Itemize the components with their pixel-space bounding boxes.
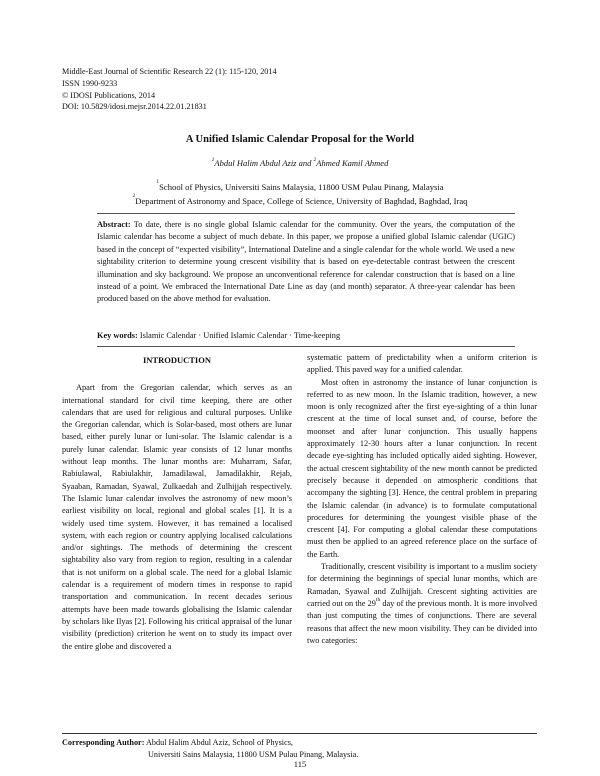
right-column (307, 352, 537, 647)
authors (0, 158, 600, 168)
corresponding-author-line2: Universiti Sains Malaysia, 11800 USM Pulau Pinang, Malaysia. (148, 749, 359, 759)
affiliation-mark: 1 (156, 179, 160, 185)
journal-citation: Middle-East Journal of Scientific Research 22 (1): 115-120, 2014 (62, 67, 277, 76)
journal-header (62, 66, 277, 113)
paragraph-text: Traditionally, crescent visibility is important to a muslim society for determining the beginnings of special lunar months, which are Ramadan, Syawal and Zulhijjah. Crescent sighting activities are carried out on the 29 (307, 562, 537, 608)
section-heading-introduction: INTRODUCTION (142, 355, 211, 365)
abstract (97, 219, 515, 306)
abstract-text: To date, there is no single global Islamic calendar for the community. Over the years, the computation of the Islamic calendar has become a subject of much debate. In this paper, we propose a unified global Islamic calendar (UGIC) based in the concept of “expected visibility”, International Dateline and a single calendar for the whole world. We used a new sightability criterion to determine young crescent visibility that is based on eye-detectable contrast between the crescent illumination and sky background. We propose an unconventional reference for calendar construction that is based on a line instead of a point. We embraced the International Date Line as day (and month) separator. A three-year calendar has been produced based on the above method for evaluation. (97, 220, 515, 304)
paragraph: Apart from the Gregorian calendar, which serves as an international standard for civil time keeping, there are other calendars that are used for religious and cultural purposes. Unlike the Gregorian calendar, which is Solar-based, most others are lunar based, either purely lunar or luni-solar. The Islamic calendar is a purely lunar calendar. Islamic year consists of 12 lunar months without leap months. The lunar months are: Muharram, Safar, Rabiulawal, Rabiulakhir, Jamadilawal, Jamadilakhir, Rejab, Syaaban, Ramadan, Syawal, Zulkaedah and Zulhijjah respectively. The Islamic lunar calendar involves the astronomy of new moon’s earliest visibility on local, regional and global scales [1]. It is a widely used time system. However, it has remained a localised system, with each region or country applying localised calculations and/or sightings. The methods of determining the crescent sightability also vary from region to region, resulting in a calendar that is not uniform on a global scale. The need for a global Islamic calendar is a requirement of modern times in response to rapid transportation and communication. In recent decades serious attempts have been made towards globalising the Islamic calendar by scholars like Ilyas [2]. Following his critical appraisal of the lunar visibility (prediction) criterion he went on to study its impact over the entire globe and discovered a (62, 383, 292, 651)
paper-title: A Unified Islamic Calendar Proposal for the World (185, 134, 415, 145)
paragraph-text: day of the previous month. It is more involved than just computing the times of conjunctions. There are several reasons that affect the new moon visibility. They can be divided into two categories: (307, 598, 538, 645)
left-column (62, 354, 292, 653)
keywords (97, 331, 340, 340)
affiliation-mark: 2 (132, 193, 136, 199)
affiliation-text: Department of Astronomy and Space, College of Science, University of Baghdad, Baghdad, Iraq (135, 196, 468, 206)
page-number: 115 (293, 759, 307, 769)
footer-rule (62, 733, 537, 734)
keywords-rule (97, 346, 515, 347)
author-mark: 2 (313, 157, 317, 163)
paragraph: Most often in astronomy the instance of lunar conjunction is referred to as new moon. In the Islamic tradition, however, a new moon is only recognized after the first eye-sighting of a thin lunar crescent at the time of local sunset and, of course, before the moonset and after lunar conjunction. This usually happens approximately 12-30 hours after a lunar conjunction. In recent decade eye-sighting has included optically aided sighting. However, the actual crescent sightability of the new month cannot be predicted precisely because it depended on atmospheric conditions that accompany the sighting [3]. Hence, the central problem in preparing the Islamic calendar (in advance) is to formulate computational procedures for determining the youngest visible phase of the crescent [4]. For computing a global calendar these computations must then be applied to an agreed reference place on the surface of the Earth. (307, 377, 537, 559)
affiliation-text: School of Physics, Universiti Sains Malaysia, 11800 USM Pulau Pinang, Malaysia (159, 182, 444, 192)
issn: ISSN 1990-9233 (62, 78, 118, 88)
affiliation-1 (0, 180, 600, 194)
author-separator: and (296, 158, 314, 168)
corresponding-author-label: Corresponding Author: (62, 738, 145, 747)
doi: DOI: 10.5829/idosi.mejsr.2014.22.01.21831 (62, 102, 207, 112)
affiliation-2 (0, 194, 600, 208)
author-1: Abdul Halim Abdul Aziz (214, 158, 297, 168)
corresponding-author-line1: Abdul Halim Abdul Aziz, School of Physics, (144, 738, 293, 747)
author-2: Ahmed Kamil Ahmed (316, 158, 389, 168)
abstract-label: Abstract: (97, 220, 131, 229)
ordinal-suffix: th (375, 596, 381, 603)
copyright: © IDOSI Publications, 2014 (62, 90, 156, 100)
affiliations (0, 180, 600, 208)
corresponding-author (62, 737, 358, 761)
author-mark: 1 (211, 157, 215, 163)
keywords-label: Key words: (97, 331, 138, 340)
paragraph: systematic pattern of predictability when a uniform criterion is applied. This paved way for a unified calendar. (307, 353, 537, 375)
abstract-top-rule (97, 213, 515, 214)
keywords-text: Islamic Calendar · Unified Islamic Calendar · Time-keeping (137, 331, 341, 340)
paragraph (307, 561, 537, 647)
